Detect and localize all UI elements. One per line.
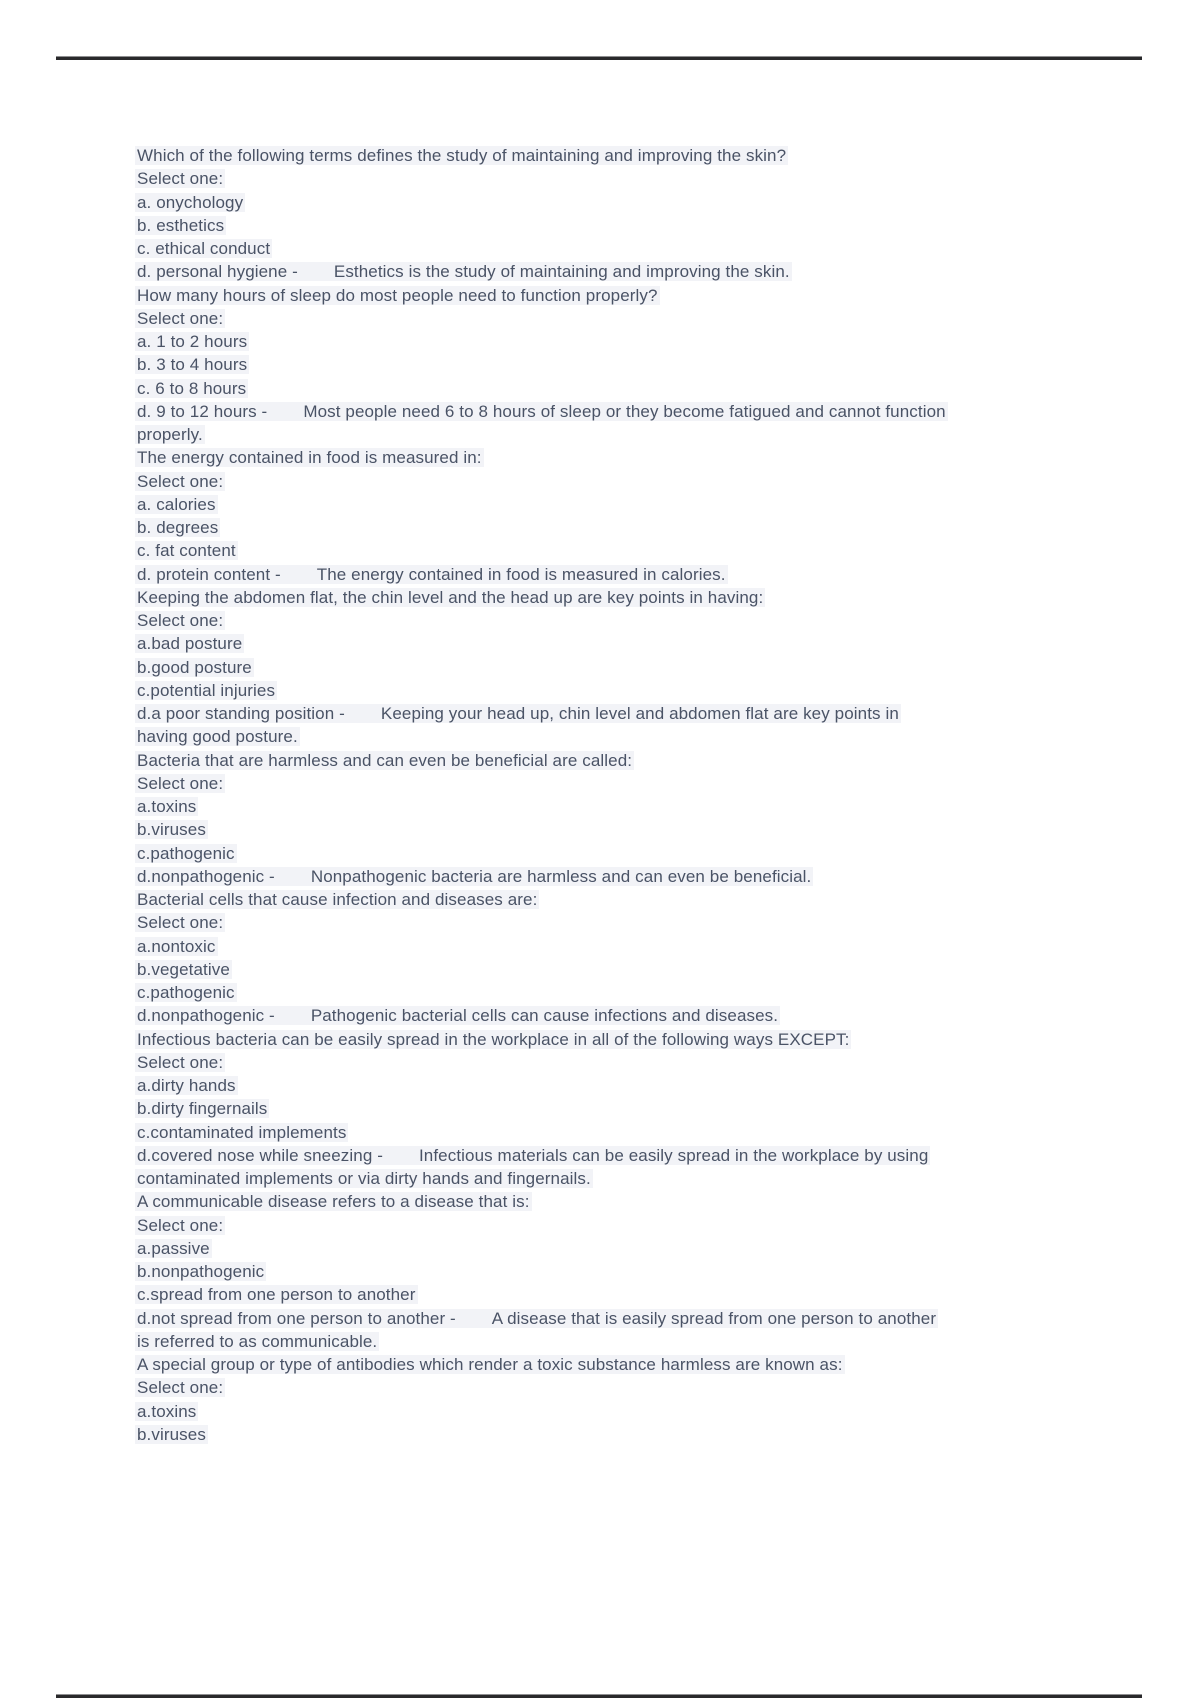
answer-line [135, 400, 1055, 423]
option-line-text: b.dirty fingernails [137, 1099, 268, 1119]
answer-line-highlight [135, 262, 792, 281]
option-line-text: c. 6 to 8 hours [137, 378, 247, 398]
answer-line-highlight [135, 704, 901, 723]
option-line [135, 1260, 1055, 1283]
answer-line-highlight [135, 1006, 780, 1025]
answer-option-text: d.nonpathogenic - [137, 866, 275, 886]
select-one-label [135, 1376, 1055, 1399]
option-line [135, 1400, 1055, 1423]
answer-gap [281, 579, 317, 580]
question-text [135, 586, 1055, 609]
select-one-label [135, 772, 1055, 795]
option-line [135, 214, 1055, 237]
option-line [135, 1097, 1055, 1120]
answer-line-highlight [135, 565, 728, 584]
answer-continuation-line [135, 1167, 1055, 1190]
option-line-text: a.dirty hands [137, 1076, 236, 1095]
select-one-label-text: Select one: [137, 1052, 224, 1072]
option-line-text: b.viruses [137, 820, 206, 840]
option-line-text: b.vegetative [137, 959, 230, 979]
question-text [135, 888, 1055, 911]
option-line-text: b. 3 to 4 hours [137, 355, 248, 375]
quiz-content [135, 144, 1055, 1446]
answer-line-highlight [135, 402, 948, 421]
answer-line-highlight [135, 1146, 930, 1165]
option-line [135, 656, 1055, 679]
answer-text: Esthetics is the study of maintaining and improving the skin. [333, 262, 790, 282]
option-line [135, 1074, 1055, 1097]
question-block [135, 144, 1055, 284]
answer-line [135, 260, 1055, 283]
option-line-text: b.nonpathogenic [137, 1262, 265, 1281]
option-line-text: b.good posture [137, 657, 252, 677]
answer-gap [275, 1020, 311, 1021]
option-line [135, 1423, 1055, 1446]
answer-line-highlight [135, 1309, 938, 1328]
question-block [135, 1353, 1055, 1446]
option-line-text: c.spread from one person to another [137, 1285, 416, 1305]
option-line-text: a.toxins [137, 1401, 197, 1421]
answer-option-text: d.not spread from one person to another - [137, 1308, 456, 1328]
select-one-label-text: Select one: [137, 471, 224, 491]
question-text [135, 1028, 1055, 1051]
option-line-text: c. fat content [137, 541, 236, 561]
select-one-label-text: Select one: [137, 913, 224, 933]
option-line-text: a.nontoxic [137, 936, 216, 956]
answer-option-text: d. protein content - [137, 564, 281, 584]
option-line-text: a. calories [137, 494, 216, 514]
question-text [135, 1190, 1055, 1213]
answer-option-text: d.covered nose while sneezing - [137, 1145, 383, 1165]
select-one-label [135, 1214, 1055, 1237]
answer-text: The energy contained in food is measured in calories. [316, 564, 726, 584]
answer-gap [456, 1323, 492, 1324]
select-one-label-text: Select one: [137, 308, 224, 328]
option-line [135, 981, 1055, 1004]
question-block [135, 446, 1055, 586]
option-line [135, 539, 1055, 562]
answer-text: Most people need 6 to 8 hours of sleep or they become fatigued and cannot function [303, 401, 946, 421]
answer-gap [267, 416, 303, 417]
option-line-text: c.pathogenic [137, 843, 235, 863]
answer-text: Keeping your head up, chin level and abdomen flat are key points in [380, 704, 899, 723]
select-one-label-text: Select one: [137, 1215, 224, 1235]
answer-gap [383, 1160, 419, 1161]
option-line [135, 191, 1055, 214]
question-text-text: Bacterial cells that cause infection and diseases are: [137, 890, 538, 909]
select-one-label-text: Select one: [137, 773, 224, 793]
question-block [135, 888, 1055, 1028]
question-text-text: The energy contained in food is measured in: [137, 448, 482, 468]
question-text-text: Bacteria that are harmless and can even be beneficial are called: [137, 750, 633, 770]
answer-continuation-line [135, 1330, 1055, 1353]
question-text-text: Which of the following terms defines the study of maintaining and improving the skin? [137, 146, 787, 165]
option-line [135, 1237, 1055, 1260]
option-line-text: a.bad posture [137, 634, 243, 654]
question-text [135, 446, 1055, 469]
select-one-label [135, 911, 1055, 934]
question-text-text: Infectious bacteria can be easily spread in the workplace in all of the following ways EXCEPT: [137, 1029, 850, 1049]
answer-option-text: d. 9 to 12 hours - [137, 401, 268, 421]
answer-continuation-line [135, 725, 1055, 748]
option-line-text: b.viruses [137, 1424, 206, 1444]
answer-line [135, 563, 1055, 586]
option-line-text: c.pathogenic [137, 983, 235, 1002]
top-rule [56, 56, 1142, 60]
question-text-text: A special group or type of antibodies which render a toxic substance harmless are known as: [137, 1355, 843, 1374]
answer-option-text: d.nonpathogenic - [137, 1006, 275, 1026]
answer-text: A disease that is easily spread from one person to another [491, 1308, 937, 1328]
select-one-label [135, 1051, 1055, 1074]
option-line [135, 330, 1055, 353]
option-line [135, 377, 1055, 400]
select-one-label [135, 167, 1055, 190]
question-text-text: Keeping the abdomen flat, the chin level and the head up are key points in having: [137, 587, 764, 607]
answer-gap [275, 881, 311, 882]
question-text [135, 749, 1055, 772]
option-line-text: c.potential injuries [137, 680, 276, 700]
bottom-rule [56, 1694, 1142, 1698]
option-line [135, 818, 1055, 841]
option-line-text: b. esthetics [137, 215, 225, 235]
select-one-label [135, 609, 1055, 632]
answer-line [135, 1144, 1055, 1167]
answer-continuation-line-text: is referred to as communicable. [137, 1331, 378, 1351]
answer-line [135, 1004, 1055, 1027]
question-block [135, 586, 1055, 749]
select-one-label-text: Select one: [137, 169, 224, 189]
option-line-text: a. onychology [137, 192, 244, 212]
question-block [135, 1028, 1055, 1191]
option-line [135, 1121, 1055, 1144]
question-text [135, 144, 1055, 167]
option-line-text: c.contaminated implements [137, 1122, 347, 1142]
answer-option-text: d. personal hygiene - [137, 262, 298, 282]
option-line [135, 679, 1055, 702]
answer-text: Nonpathogenic bacteria are harmless and can even be beneficial. [310, 866, 812, 886]
answer-text: Pathogenic bacterial cells can cause infections and diseases. [310, 1006, 779, 1026]
question-block [135, 749, 1055, 889]
answer-continuation-line-text: contaminated implements or via dirty hands and fingernails. [137, 1169, 591, 1188]
answer-gap [298, 276, 334, 277]
option-line-text: a.toxins [137, 797, 197, 816]
select-one-label [135, 470, 1055, 493]
option-line [135, 493, 1055, 516]
option-line [135, 1283, 1055, 1306]
option-line [135, 935, 1055, 958]
answer-line [135, 702, 1055, 725]
option-line [135, 958, 1055, 981]
answer-text: Infectious materials can be easily spread in the workplace by using [418, 1145, 929, 1165]
answer-continuation-line-text: having good posture. [137, 727, 298, 747]
answer-continuation-line-text: properly. [137, 425, 203, 444]
option-line-text: a.passive [137, 1238, 210, 1258]
question-block [135, 1190, 1055, 1353]
answer-option-text: d.a poor standing position - [137, 704, 345, 723]
option-line [135, 237, 1055, 260]
answer-line [135, 865, 1055, 888]
question-text [135, 1353, 1055, 1376]
question-text [135, 284, 1055, 307]
question-text-text: How many hours of sleep do most people need to function properly? [137, 285, 658, 305]
select-one-label-text: Select one: [137, 1378, 224, 1398]
option-line [135, 353, 1055, 376]
answer-line [135, 1307, 1055, 1330]
option-line [135, 632, 1055, 655]
option-line-text: b. degrees [137, 518, 219, 537]
select-one-label-text: Select one: [137, 611, 224, 630]
select-one-label [135, 307, 1055, 330]
answer-continuation-line [135, 423, 1055, 446]
answer-line-highlight [135, 867, 813, 886]
option-line-text: a. 1 to 2 hours [137, 332, 248, 351]
question-block [135, 284, 1055, 447]
option-line-text: c. ethical conduct [137, 239, 271, 258]
answer-gap [345, 718, 381, 719]
option-line [135, 842, 1055, 865]
option-line [135, 516, 1055, 539]
question-text-text: A communicable disease refers to a disease that is: [137, 1192, 530, 1212]
option-line [135, 795, 1055, 818]
